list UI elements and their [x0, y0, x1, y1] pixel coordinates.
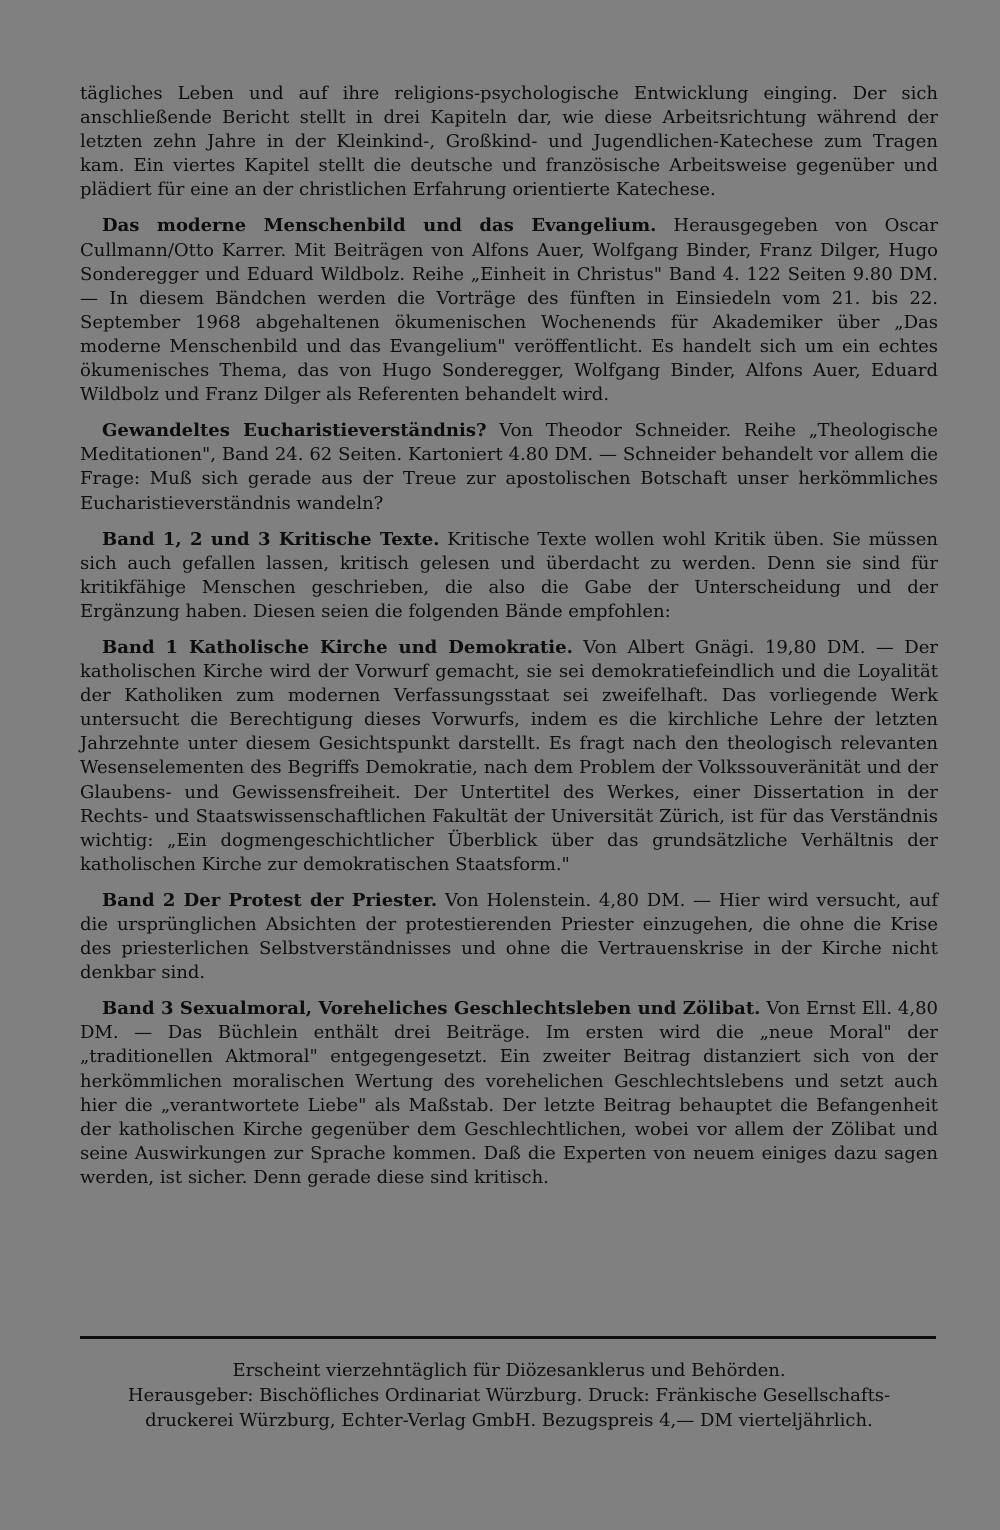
review-title: Band 3 Sexualmoral, Voreheliches Geschlechtsleben und Zölibat. [102, 998, 761, 1020]
review-text: Von Albert Gnägi. 19,80 DM. — Der katholischen Kirche wird der Vorwurf gemacht, sie sei demokratiefeindlich und die Loyalität der Katholiken zum modernen Verfassungsstaat sei zweifelhaft. Das vorliegende Werk untersucht die Berechtigung dieses Vorwurfs, indem es die kirchliche Lehre der letzten Jahrzehnte unter diesem Gesichtspunkt darstellt. Es fragt nach den theologisch relevanten Wesenselementen des Begriffs Demokratie, nach dem Problem der Volkssouveränität und der Glaubens- und Gewissensfreiheit. Der Untertitel des Werkes, einer Dissertation in der Rechts- und Staatswissenschaftlichen Fakultät der Universität Zürich, ist für das Verständnis wichtig: „Ein dogmengeschichtlicher Überblick über das grundsätzliche Verhältnis der katholischen Kirche zur demokratischen Staatsform." [80, 636, 938, 875]
footer-line-frequency: Erscheint vierzehntäglich für Diözesanklerus und Behörden. [232, 1360, 786, 1381]
publication-footer [76, 1358, 942, 1433]
review-title: Gewandeltes Eucharistieverständnis? [102, 420, 487, 442]
paragraph-text: tägliches Leben und auf ihre religions-psychologische Entwicklung einging. Der sich anschließende Bericht stellt in drei Kapiteln dar, wie diese Arbeitsrichtung während der letzten zehn Jahre in der Kleinkind-, Großkind- und Jugendlichen-Katechese zum Tragen kam. Ein viertes Kapitel stellt die deutsche und französische Arbeitsweise gegenüber und plädiert für eine an der christlichen Erfahrung orientierte Katechese. [80, 83, 938, 201]
review-menschenbild [80, 214, 938, 407]
review-eucharistie [80, 419, 938, 515]
footer-line-printer: druckerei Würzburg, Echter-Verlag GmbH. Bezugspreis 4,— DM vierteljährlich. [145, 1410, 873, 1431]
review-text: Von Theodor Schneider. Reihe „Theologische Meditationen", Band 24. 62 Seiten. Kartoniert 4.80 DM. — Schneider behandelt vor allem die Frage: Muß sich gerade aus der Treue zur apostolischen Botschaft unser herkömmliches Eucharistieverständnis wandeln? [80, 420, 938, 514]
review-title: Band 1 Katholische Kirche und Demokratie. [102, 636, 573, 658]
review-band-1 [80, 636, 938, 877]
review-band-2 [80, 889, 938, 985]
review-text: Von Holenstein. 4,80 DM. — Hier wird versucht, auf die ursprünglichen Absichten der protestierenden Priester einzugehen, die ohne die Krise des priesterlichen Selbstverständnisses und ohne die Vertrauenskrise in der Kirche nicht denkbar sind. [80, 889, 938, 984]
review-text: Kritische Texte wollen wohl Kritik üben. Sie müssen sich auch gefallen lassen, kritisch gelesen und überdacht zu werden. Denn sie sind für kritikfähige Menschen geschrieben, die also die Gabe der Unterscheidung und der Ergänzung haben. Diesen seien die folgenden Bände empfohlen: [80, 528, 938, 622]
review-title: Das moderne Menschenbild und das Evangelium. [102, 215, 657, 237]
review-text: Von Ernst Ell. 4,80 DM. — Das Büchlein enthält drei Beiträge. Im ersten wird die „neue Moral" der „traditionellen Aktmoral" entgegengesetzt. Ein zweiter Beitrag distanziert sich von der herkömmlichen moralischen Wertung des vorehelichen Geschlechtslebens und setzt auch hier die „verantwortete Liebe" als Maßstab. Der letzte Beitrag behauptet die Befangenheit der katholischen Kirche gegenüber dem Geschlechtlichen, wobei vor allem der Zölibat und seine Auswirkungen zur Sprache kommen. Daß die Experten von neuem einiges dazu sagen werden, ist sicher. Denn gerade diese sind kritisch. [80, 998, 938, 1188]
review-title: Band 2 Der Protest der Priester. [102, 889, 438, 911]
review-column [80, 82, 938, 1202]
review-kritische-texte [80, 528, 938, 624]
footer-divider [80, 1336, 936, 1339]
review-band-3 [80, 997, 938, 1190]
footer-line-publisher: Herausgeber: Bischöfliches Ordinariat Würzburg. Druck: Fränkische Gesellschafts- [127, 1385, 891, 1406]
paragraph-continuation [80, 82, 938, 202]
review-title: Band 1, 2 und 3 Kritische Texte. [102, 528, 440, 550]
review-text: Herausgegeben von Oscar Cullmann/Otto Karrer. Mit Beiträgen von Alfons Auer, Wolfgang Binder, Franz Dilger, Hugo Sonderegger und Eduard Wildbolz. Reihe „Einheit in Christus" Band 4. 122 Seiten 9.80 DM. — In diesem Bändchen werden die Vorträge des fünften in Einsiedeln vom 21. bis 22. September 1968 abgehaltenen ökumenischen Wochenends für Akademiker über „Das moderne Menschenbild und das Evangelium" veröffentlicht. Es handelt sich um ein echtes ökumenisches Thema, das von Hugo Sonderegger, Wolfgang Binder, Alfons Auer, Eduard Wildbolz und Franz Dilger als Referenten behandelt wird. [80, 215, 938, 406]
